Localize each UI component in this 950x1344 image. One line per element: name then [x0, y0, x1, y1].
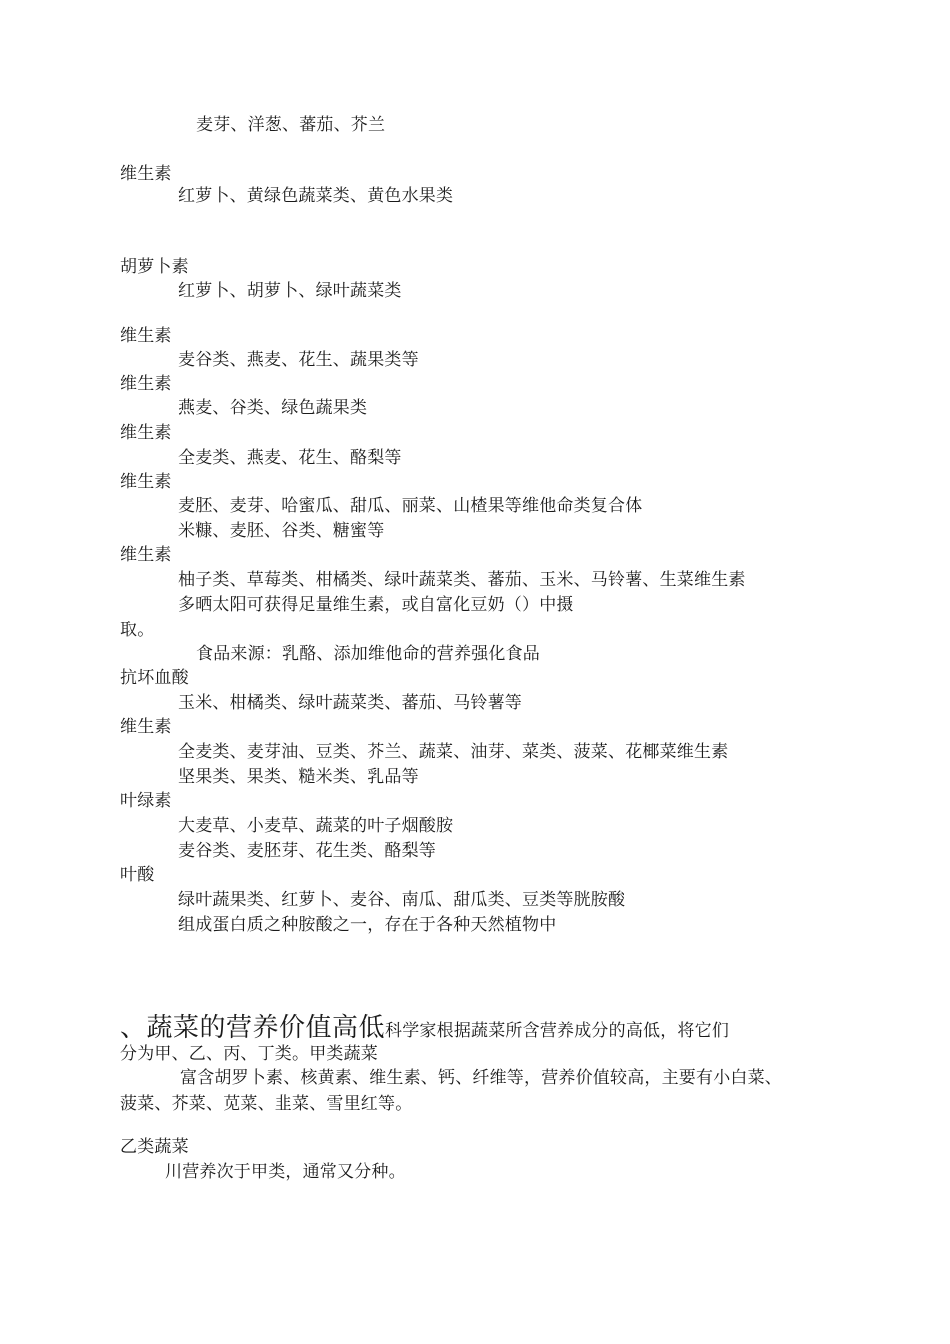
food-source-line: 组成蛋白质之种胺酸之一，存在于各种天然植物中 [178, 915, 557, 935]
food-source-line: 麦谷类、燕麦、花生、蔬果类等 [178, 350, 419, 370]
section-intro: 科学家根据蔬菜所含营养成分的高低，将它们 [385, 1021, 730, 1041]
section-heading: 、蔬菜的营养价值高低 [120, 1013, 386, 1043]
section-intro-cont: 分为甲、乙、丙、丁类。甲类蔬菜 [120, 1044, 378, 1064]
nutrient-heading: 胡萝卜素 [120, 257, 189, 277]
nutrient-heading: 维生素 [120, 423, 172, 443]
text-line: 麦芽、洋葱、蕃茄、芥兰 [196, 115, 386, 135]
nutrient-heading: 叶绿素 [120, 791, 172, 811]
food-source-line: 全麦类、麦芽油、豆类、芥兰、蔬菜、油芽、菜类、菠菜、花椰菜维生素 [178, 742, 729, 762]
nutrient-heading: 维生素 [120, 545, 172, 565]
food-source-line: 麦谷类、麦胚芽、花生类、酪梨等 [178, 841, 436, 861]
food-source-line: 全麦类、燕麦、花生、酪梨等 [178, 448, 402, 468]
food-source-line: 柚子类、草莓类、柑橘类、绿叶蔬菜类、蕃茄、玉米、马铃薯、生菜维生素 [178, 570, 746, 590]
nutrient-heading: 维生素 [120, 326, 172, 346]
food-source-line: 米糠、麦胚、谷类、糖蜜等 [178, 521, 385, 541]
section-heading-line [120, 1013, 729, 1043]
yi-description: 川营养次于甲类，通常又分种。 [165, 1162, 406, 1182]
nutrient-heading: 抗坏血酸 [120, 668, 189, 688]
food-source-line: 多晒太阳可获得足量维生素，或自富化豆奶（）中摄 [178, 595, 574, 615]
nutrient-heading: 维生素 [120, 472, 172, 492]
jia-description-line: 富含胡罗卜素、核黄素、维生素、钙、纤维等，营养价值较高，主要有小白菜、 [180, 1068, 782, 1088]
nutrient-heading: 维生素 [120, 164, 172, 184]
food-source-line: 红萝卜、胡萝卜、绿叶蔬菜类 [178, 281, 402, 301]
food-source-line: 食品来源：乳酪、添加维他命的营养强化食品 [196, 644, 540, 664]
food-source-line: 玉米、柑橘类、绿叶蔬菜类、蕃茄、马铃薯等 [178, 693, 522, 713]
nutrient-heading: 维生素 [120, 717, 172, 737]
jia-description-line: 菠菜、芥菜、苋菜、韭菜、雪里红等。 [120, 1094, 413, 1114]
nutrient-heading: 叶酸 [120, 865, 155, 885]
food-source-line: 绿叶蔬果类、红萝卜、麦谷、南瓜、甜瓜类、豆类等胱胺酸 [178, 890, 626, 910]
yi-title: 乙类蔬菜 [120, 1137, 189, 1157]
food-source-line: 麦胚、麦芽、哈蜜瓜、甜瓜、丽菜、山楂果等维他命类复合体 [178, 496, 643, 516]
food-source-line: 大麦草、小麦草、蔬菜的叶子烟酸胺 [178, 816, 454, 836]
food-source-line: 燕麦、谷类、绿色蔬果类 [178, 398, 368, 418]
food-source-line: 坚果类、果类、糙米类、乳品等 [178, 767, 419, 787]
nutrient-heading: 维生素 [120, 374, 172, 394]
text-line: 取。 [120, 620, 155, 640]
food-source-line: 红萝卜、黄绿色蔬菜类、黄色水果类 [178, 186, 454, 206]
